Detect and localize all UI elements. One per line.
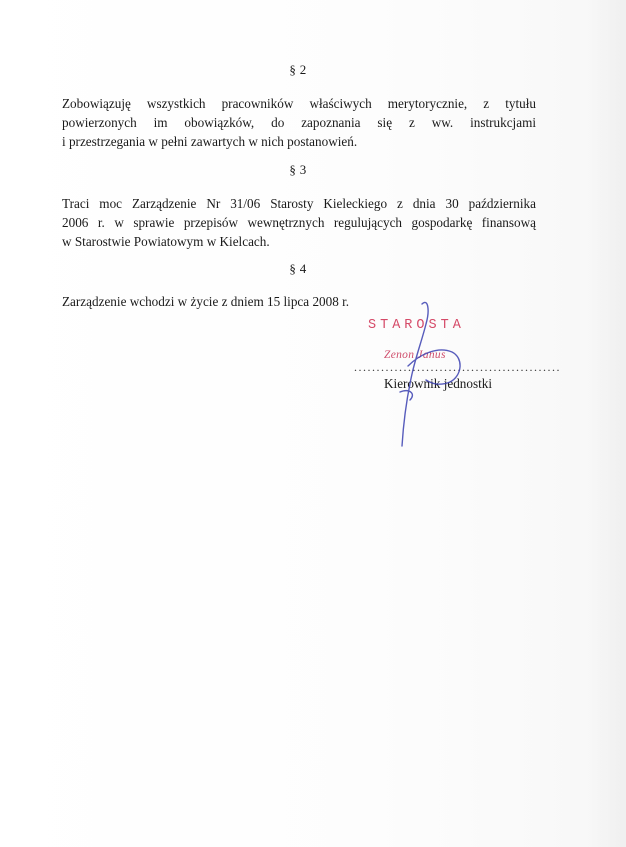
- paragraph-line: Zarządzenie wchodzi w życie z dniem 15 lipca 2008 r.: [62, 294, 350, 309]
- stamp-name: Zenon Janus: [384, 349, 446, 361]
- paragraph-line: w Starostwie Powiatowym w Kielcach.: [62, 234, 270, 249]
- paragraph-line: Zobowiązuję wszystkich pracowników właściwych merytorycznie, z tytułu: [62, 96, 536, 111]
- signature-line: ..............................................: [354, 360, 561, 374]
- paragraph-2: [62, 94, 536, 151]
- section-mark-4: § 4: [289, 261, 307, 276]
- scan-edge-shadow: [586, 0, 626, 847]
- paragraph-line: powierzonych im obowiązków, do zapoznania się z ww. instrukcjami: [62, 115, 536, 130]
- section-mark-3: § 3: [289, 162, 307, 177]
- paragraph-3: [62, 194, 536, 251]
- handwritten-signature-icon: [380, 296, 480, 456]
- paragraph-line: Traci moc Zarządzenie Nr 31/06 Starosty Kieleckiego z dnia 30 października: [62, 196, 536, 211]
- paragraph-line: i przestrzegania w pełni zawartych w nich postanowień.: [62, 134, 358, 149]
- stamp-title: STAROSTA: [368, 318, 465, 333]
- paragraph-line: 2006 r. w sprawie przepisów wewnętrznych regulujących gospodarkę finansową: [62, 215, 536, 230]
- section-mark-2: § 2: [289, 62, 307, 77]
- signer-role: Kierownik jednostki: [384, 376, 493, 391]
